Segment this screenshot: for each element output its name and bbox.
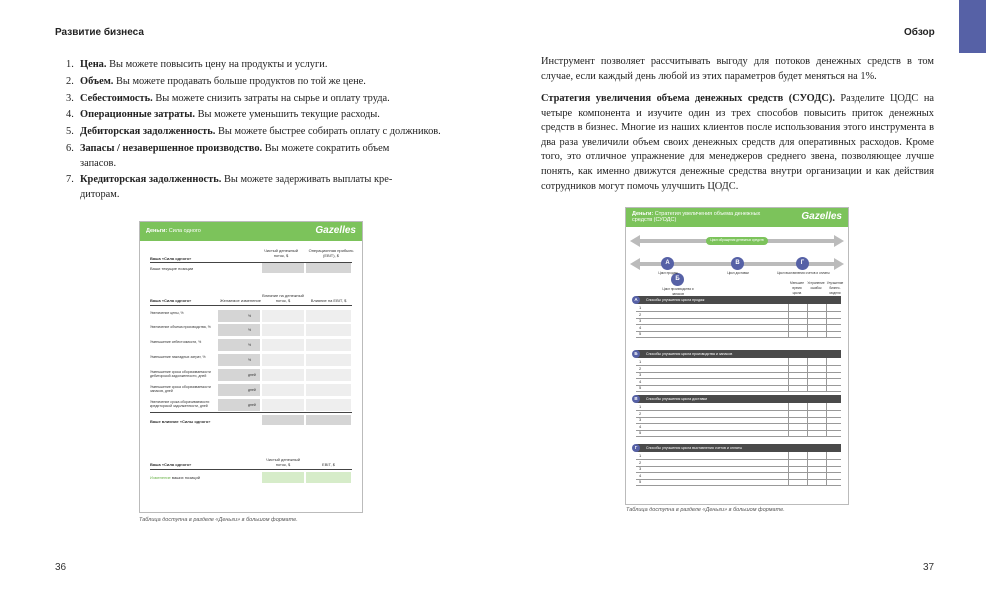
gazelles-logo: Gazelles — [801, 211, 842, 222]
total-ebit[interactable] — [306, 415, 351, 425]
circle-g: Г — [796, 257, 809, 270]
col-desired-change: Желаемое изменение — [220, 298, 261, 303]
total-label: Ваше влияние «Силы одного» — [150, 419, 211, 424]
unit-label: дней — [248, 388, 256, 392]
unit-label: % — [248, 328, 252, 332]
g-label: Цикл выставления счетов и оплаты — [777, 271, 830, 275]
row-entry[interactable] — [636, 372, 841, 373]
levers-list-item: 1. Цена. Вы можете повысить цену на продукты и услуги. — [66, 59, 328, 70]
impact-ebit-cell[interactable] — [306, 324, 351, 336]
row-entry[interactable] — [636, 385, 841, 386]
right-caption: Таблица доступна в разделе «Деньги» в большом формате. — [626, 507, 785, 513]
row-number: 4 — [639, 378, 642, 384]
impact-ebit-cell[interactable] — [306, 399, 351, 411]
section-title: Способы улучшения цикла выставления счетов и оплаты — [646, 446, 743, 450]
gazelles-logo: Gazelles — [315, 225, 356, 236]
unit-label: % — [248, 358, 252, 362]
row-number: 2 — [639, 365, 642, 371]
impact-ebit-cell[interactable] — [306, 384, 351, 396]
row-entry[interactable] — [636, 466, 841, 467]
total-cash[interactable] — [262, 415, 304, 425]
input-cash-flow[interactable] — [262, 263, 304, 273]
row-entry[interactable] — [636, 331, 841, 332]
row-number: 5 — [639, 430, 642, 435]
levers-list-item: 5. Дебиторская задолженность. Вы можете быстрее собирать оплату с должников. — [66, 126, 441, 138]
row-entry[interactable] — [636, 485, 841, 486]
row-entry[interactable] — [636, 417, 841, 418]
lever-row-label: Уменьшение себестоимости, % — [150, 340, 202, 344]
row-number: 3 — [639, 318, 642, 323]
unit-label: дней — [248, 403, 256, 407]
row-entry[interactable] — [636, 410, 841, 411]
lever-row-label: Уменьшение срока оборачиваемости запасов, дней — [150, 385, 211, 393]
s3-row: Изменение ваших позиций — [150, 475, 200, 480]
row-number: 1 — [639, 453, 642, 458]
col-error-removal: Устранение ошибок — [807, 281, 825, 290]
left-running-header: Развитие бизнеса — [55, 27, 144, 38]
impact-cash-cell[interactable] — [262, 384, 304, 396]
b-label: Цикл производства и запасов — [662, 287, 694, 296]
row-number: 5 — [639, 479, 642, 484]
top-label: Цикл обращения денежных средств — [710, 238, 764, 242]
lever-row-label: Увеличение цены, % — [150, 311, 184, 315]
row-number: 1 — [639, 305, 642, 310]
col-impact-ebit: Влияние на EBIT, $ — [310, 298, 347, 303]
impact-cash-cell[interactable] — [262, 339, 304, 351]
impact-cash-cell[interactable] — [262, 324, 304, 336]
row-entry[interactable] — [636, 311, 841, 312]
right-para-2: Стратегия увеличения объема денежных средств (СУОДС). Разделите ЦОДС на четыре компонента и изучите один из трех способов повысить приток денежных средств в бизнес. Многие из наших клиентов после использования этого инструмента в два раза увеличили объем своих денежных средств для оперативных расходов. Кроме того, это отличное упражнение для менеджеров среднего звена, позволяющее лучше понять, как именно движутся денежные средства внутри организации и как действия сотрудников могут помочь улучшить ЦОДС. — [541, 93, 934, 192]
row-entry[interactable] — [636, 459, 841, 460]
s3-col-ebit: EBIT, $ — [322, 462, 335, 467]
desired-change-input[interactable] — [218, 339, 260, 351]
cash-acceleration-form — [625, 207, 849, 505]
circle-a: А — [661, 257, 674, 270]
impact-cash-cell[interactable] — [262, 354, 304, 366]
lever-row-label: Уменьшение срока оборачиваемости дебиторской задолженности, дней — [150, 370, 211, 378]
row-entry[interactable] — [636, 430, 841, 431]
impact-ebit-cell[interactable] — [306, 339, 351, 351]
levers-list-item: 4. Операционные затраты. Вы можете уменьшить текущие расходы. — [66, 109, 380, 121]
left-caption: Таблица доступна в разделе «Деньги» в большом формате. — [139, 517, 298, 523]
row-number: 3 — [639, 466, 642, 471]
row-number: 5 — [639, 331, 642, 336]
col-business-model: Улучшение бизнес-модели — [826, 281, 844, 295]
unit-label: % — [248, 343, 252, 347]
unit-label: % — [248, 314, 252, 318]
section-letter: В — [632, 395, 640, 403]
form-title: Деньги: Сила одного — [146, 228, 201, 234]
row-number: 3 — [639, 417, 642, 422]
levers-list-item: 7. Кредиторская задолженность. Вы можете задерживать выплаты кре- диторам. — [66, 174, 393, 200]
impact-cash-cell[interactable] — [262, 399, 304, 411]
row-number: 2 — [639, 459, 642, 465]
form-header-bar — [626, 208, 848, 227]
impact-cash-cell[interactable] — [262, 310, 304, 322]
row-number: 1 — [639, 359, 642, 364]
row-entry[interactable] — [636, 365, 841, 366]
row-entry[interactable] — [636, 337, 841, 338]
col-cash-flow: Чистый денежный поток, $ — [264, 248, 298, 258]
row-number: 3 — [639, 372, 642, 377]
desired-change-input[interactable] — [218, 324, 260, 336]
row-number: 2 — [639, 311, 642, 317]
section-letter: Г — [632, 444, 640, 452]
impact-cash-cell[interactable] — [262, 369, 304, 381]
row-label: Ваша «Сила одного» — [150, 256, 192, 261]
col-ebit: Операционная прибыль (EBIT), $ — [308, 248, 354, 258]
levers-list — [66, 58, 446, 205]
s3-input-cash[interactable] — [262, 472, 304, 483]
row-sub: Ваши текущие позиции — [150, 266, 194, 271]
right-page-number: 37 — [923, 562, 935, 573]
input-ebit[interactable] — [306, 263, 351, 273]
impact-ebit-cell[interactable] — [306, 310, 351, 322]
circle-v: В — [731, 257, 744, 270]
row-entry[interactable] — [636, 378, 841, 379]
v-label: Цикл доставки — [727, 271, 749, 275]
form-title: Деньги: Стратегия увеличения объема денежных средств (СУОДС) — [632, 211, 761, 223]
left-page-number: 36 — [55, 562, 67, 573]
s2-label: Ваша «Сила одного» — [150, 298, 192, 303]
section-tab — [959, 0, 986, 53]
row-entry[interactable] — [636, 472, 841, 473]
row-entry[interactable] — [636, 318, 841, 319]
lever-row-label: Увеличение объема производства, % — [150, 325, 211, 329]
section-title: Способы улучшения цикла производства и запасов — [646, 352, 733, 356]
circle-b: Б — [671, 273, 684, 286]
col-shorter-time: Меньшее время цикла — [790, 281, 804, 295]
levers-list-item: 6. Запасы / незавершенное производство. Вы можете сократить объем запасов. — [66, 142, 390, 169]
unit-label: дней — [248, 373, 256, 377]
desired-change-input[interactable] — [218, 310, 260, 322]
col-impact-cash: Влияние на денежный поток, $ — [262, 293, 304, 303]
row-number: 4 — [639, 472, 642, 478]
right-para-1: Инструмент позволяет рассчитывать выгоду для потоков денежных средств в том случае, если каждый день любой из этих параметров будет меняться на 1%. — [541, 56, 934, 82]
a-label: Цикл продаж — [658, 271, 678, 275]
row-number: 2 — [639, 410, 642, 416]
levers-list-item: 3. Себестоимость. Вы можете снизить затраты на сырье и оплату труда. — [66, 92, 390, 104]
row-number: 4 — [639, 324, 642, 330]
section-letter: А — [632, 296, 640, 304]
row-entry[interactable] — [636, 423, 841, 424]
s3-input-ebit[interactable] — [306, 472, 351, 483]
section-title: Способы улучшения цикла доставки — [646, 397, 708, 401]
lever-row-label: Уменьшение накладных затрат, % — [150, 355, 206, 359]
levers-list-item: 2. Объем. Вы можете продавать больше продуктов по той же цене. — [66, 75, 366, 87]
row-number: 5 — [639, 385, 642, 390]
power-of-one-form — [139, 221, 363, 513]
row-number: 4 — [639, 423, 642, 429]
right-running-header: Обзор — [904, 27, 935, 38]
row-entry[interactable] — [636, 436, 841, 437]
impact-ebit-cell[interactable] — [306, 354, 351, 366]
row-number: 1 — [639, 404, 642, 409]
section-letter: Б — [632, 350, 640, 358]
s3-label: Ваша «Сила одного» — [150, 462, 192, 467]
impact-ebit-cell[interactable] — [306, 369, 351, 381]
desired-change-input[interactable] — [218, 354, 260, 366]
section-title: Способы улучшения цикла продаж — [646, 298, 705, 302]
row-entry[interactable] — [636, 479, 841, 480]
row-entry[interactable] — [636, 324, 841, 325]
row-entry[interactable] — [636, 391, 841, 392]
form-header-bar — [140, 222, 362, 241]
lever-row-label: Увеличение срока оборачиваемости кредиторской задолженности, дней — [150, 400, 210, 408]
s3-col-cash: Чистый денежный поток, $ — [266, 457, 300, 467]
